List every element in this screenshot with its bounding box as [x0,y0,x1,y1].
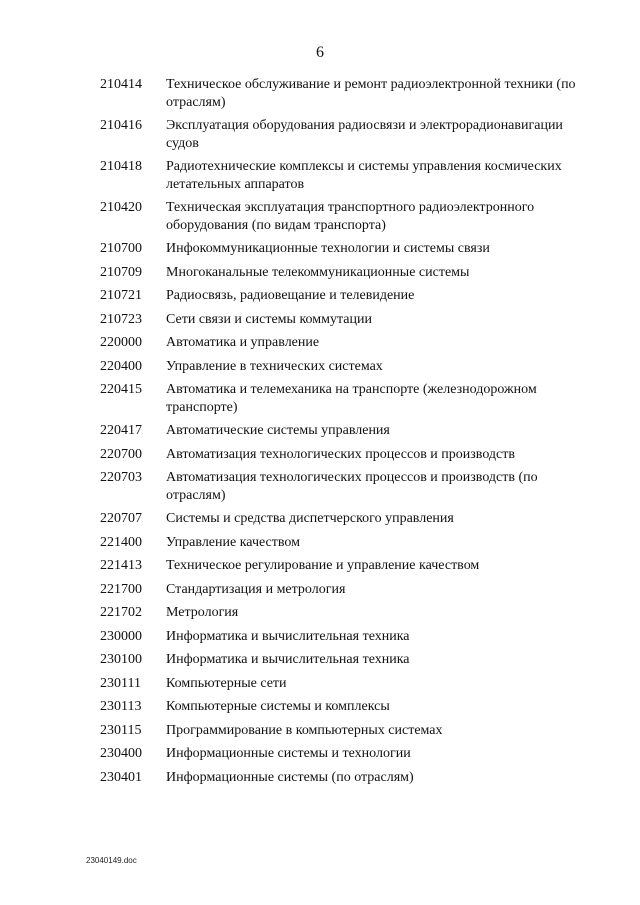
list-item [100,651,580,669]
entry-title: Многоканальные телекоммуникационные системы [166,264,470,280]
list-item [100,534,580,552]
entry-code: 230115 [100,722,142,738]
entry-code: 210721 [100,288,142,303]
list-item [100,628,580,646]
entry-title: Автоматика и управление [166,335,320,350]
entry-title: Управление качеством [166,534,300,550]
list-item [100,358,580,376]
entry-title: Информационные системы (по отраслям) [166,769,414,785]
entry-title: Инфокоммуникационные технологии и системы связи [166,241,490,256]
footer-file-name: 23040149.doc [86,856,137,865]
list-item [100,469,580,504]
entry-title: Системы и средства диспетчерского управления [166,511,454,526]
list-item [100,722,580,740]
entry-title: Программирование в компьютерных системах [166,722,443,738]
entry-code: 210418 [100,159,142,174]
list-item [100,264,580,282]
list-item [100,675,580,693]
list-item [100,446,580,464]
entry-title: Эксплуатация оборудования радиосвязи и электрорадионавигации судов [166,118,563,151]
entry-code: 230111 [100,675,141,691]
code-list [100,76,580,792]
entry-code: 230400 [100,746,142,761]
entry-title: Компьютерные сети [166,675,287,691]
entry-code: 221413 [100,558,142,573]
entry-code: 230000 [100,628,142,644]
entry-title: Метрология [166,605,239,620]
entry-title: Автоматизация технологических процессов и производств [166,446,515,462]
entry-title: Техническое регулирование и управление качеством [166,558,480,573]
list-item [100,199,580,234]
entry-code: 210709 [100,264,142,280]
entry-title: Информатика и вычислительная техника [166,628,410,644]
list-item [100,381,580,416]
entry-code: 210420 [100,200,142,215]
entry-code: 230113 [100,699,142,714]
list-item [100,422,580,440]
entry-title: Радиотехнические комплексы и системы управления космических летательных аппаратов [166,159,562,192]
list-item [100,76,580,111]
list-item [100,581,580,599]
entry-title: Сети связи и системы коммутации [166,311,372,327]
entry-title: Автоматизация технологических процессов и производств (по отраслям) [166,470,538,503]
list-item [100,557,580,575]
entry-title: Информатика и вычислительная техника [166,652,410,667]
entry-code: 210414 [100,77,142,92]
entry-code: 230401 [100,769,142,785]
list-item [100,158,580,193]
list-item [100,698,580,716]
entry-title: Компьютерные системы и комплексы [166,699,390,714]
entry-code: 220415 [100,382,142,397]
entry-title: Управление в технических системах [166,358,383,374]
entry-title: Информационные системы и технологии [166,746,411,761]
entry-code: 221400 [100,534,142,550]
entry-code: 210700 [100,241,142,256]
entry-title: Техническое обслуживание и ремонт радиоэлектронной техники (по отраслям) [166,77,576,110]
entry-code: 210416 [100,118,142,133]
list-item [100,769,580,787]
entry-code: 221700 [100,581,142,597]
list-item [100,240,580,258]
list-item [100,334,580,352]
list-item [100,604,580,622]
list-item [100,311,580,329]
entry-code: 220700 [100,446,142,462]
entry-code: 221702 [100,605,142,620]
entry-code: 220707 [100,511,142,526]
entry-code: 220417 [100,423,142,438]
page-number: 6 [316,44,324,61]
list-item [100,117,580,152]
entry-title: Техническая эксплуатация транспортного радиоэлектронного оборудования (по видам транспорта) [166,200,535,233]
list-item [100,287,580,305]
entry-title: Радиосвязь, радиовещание и телевидение [166,288,415,303]
list-item [100,510,580,528]
entry-title: Стандартизация и метрология [166,581,346,597]
entry-code: 220000 [100,335,142,350]
list-item [100,745,580,763]
entry-title: Автоматические системы управления [166,423,390,438]
entry-code: 210723 [100,311,142,327]
entry-code: 230100 [100,652,142,667]
entry-code: 220703 [100,470,142,485]
entry-code: 220400 [100,358,142,374]
entry-title: Автоматика и телемеханика на транспорте (железнодорожном транспорте) [166,382,537,415]
